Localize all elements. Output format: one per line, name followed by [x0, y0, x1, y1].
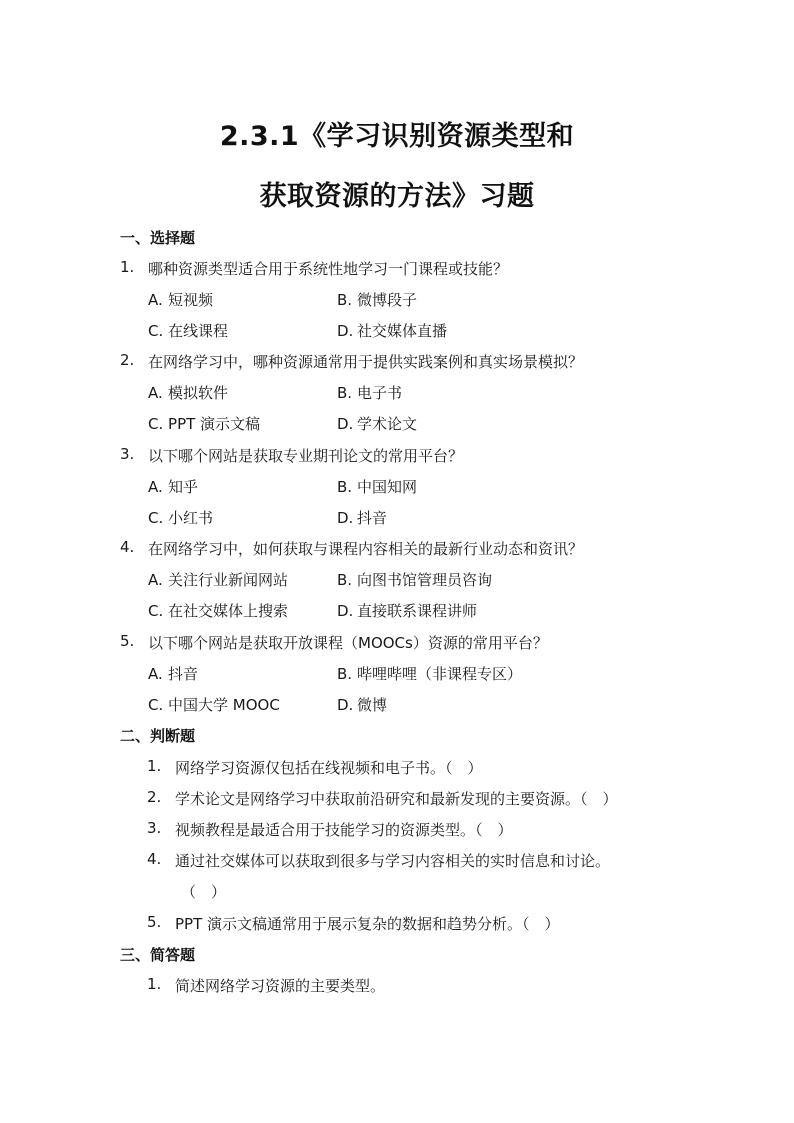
question-text: 以下哪个网站是获取专业期刊论文的常用平台？ — [148, 447, 464, 465]
question-text: 在网络学习中，如何获取与课程内容相关的最新行业动态和资讯？ — [148, 540, 584, 558]
question-text: 哪种资源类型适合用于系统性地学习一门课程或技能？ — [148, 260, 509, 278]
option-d: D. 直接联系课程讲师 — [337, 602, 478, 620]
question-number: 2. — [120, 351, 135, 369]
option-c: C. 在社交媒体上搜索 — [148, 602, 289, 620]
short-answer-number: 1. — [147, 975, 162, 993]
option-b: B. 微博段子 — [337, 291, 418, 309]
question-number: 4. — [120, 538, 135, 556]
option-a: A. 关注行业新闻网站 — [148, 571, 289, 589]
option-c: C. PPT 演示文稿 — [148, 415, 261, 433]
short-answer-text: 简述网络学习资源的主要类型。 — [175, 977, 386, 995]
tf-item-text: 通过社交媒体可以获取到很多与学习内容相关的实时信息和讨论。 — [175, 852, 611, 870]
section-heading-true-false: 二、判断题 — [120, 727, 196, 745]
option-d: D. 抖音 — [337, 509, 388, 527]
tf-item-number: 3. — [147, 819, 162, 837]
option-c: C. 在线课程 — [148, 322, 229, 340]
question-text: 在网络学习中，哪种资源通常用于提供实践案例和真实场景模拟？ — [148, 353, 584, 371]
tf-item-answer-blank: （ ） — [181, 883, 227, 901]
question-text: 以下哪个网站是获取开放课程（MOOCs）资源的常用平台？ — [148, 634, 548, 652]
tf-item-text: 网络学习资源仅包括在线视频和电子书。（ ） — [175, 759, 483, 777]
section-heading-multiple-choice: 一、选择题 — [120, 229, 196, 247]
document-title-line-2: 获取资源的方法》习题 — [259, 181, 535, 212]
tf-item-number: 1. — [147, 757, 162, 775]
tf-item-text: 学术论文是网络学习中获取前沿研究和最新发现的主要资源。（ ） — [175, 790, 618, 808]
document-title-line-1: 2.3.1《学习识别资源类型和 — [219, 121, 575, 152]
option-c: C. 中国大学 MOOC — [148, 696, 280, 714]
option-c: C. 小红书 — [148, 509, 214, 527]
option-d: D. 微博 — [337, 696, 388, 714]
option-b: B. 哔哩哔哩（非课程专区） — [337, 665, 523, 683]
section-heading-short-answer: 三、简答题 — [120, 946, 196, 964]
option-a: A. 抖音 — [148, 665, 199, 683]
option-b: B. 向图书馆管理员咨询 — [337, 571, 493, 589]
tf-item-number: 4. — [147, 850, 162, 868]
option-a: A. 模拟软件 — [148, 384, 229, 402]
tf-item-text: 视频教程是最适合用于技能学习的资源类型。（ ） — [175, 821, 513, 839]
question-number: 3. — [120, 445, 135, 463]
option-d: D. 学术论文 — [337, 415, 418, 433]
option-b: B. 中国知网 — [337, 478, 418, 496]
option-a: A. 知乎 — [148, 478, 199, 496]
tf-item-text: PPT 演示文稿通常用于展示复杂的数据和趋势分析。（ ） — [175, 915, 560, 933]
tf-item-number: 5. — [147, 913, 162, 931]
option-a: A. 短视频 — [148, 291, 214, 309]
question-number: 5. — [120, 632, 135, 650]
option-d: D. 社交媒体直播 — [337, 322, 448, 340]
option-b: B. 电子书 — [337, 384, 403, 402]
tf-item-number: 2. — [147, 788, 162, 806]
question-number: 1. — [120, 258, 135, 276]
